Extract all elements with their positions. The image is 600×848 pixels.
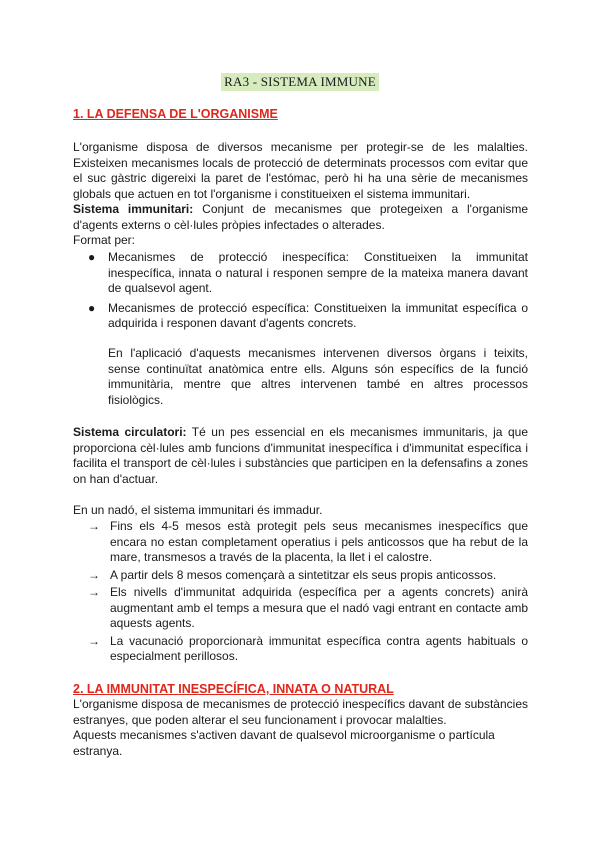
arrow-right-icon: → xyxy=(88,633,100,648)
arrow-right-icon: → xyxy=(88,585,100,599)
list-item-text: Mecanismes de protecció específica: Constitueixen la immunitat específica o adquirida i responen davant d'agents concrets. xyxy=(108,300,528,330)
arrow-right-icon: → xyxy=(88,567,100,582)
circulatory-paragraph xyxy=(73,425,528,487)
list-item-text: Fins els 4-5 mesos està protegit pels seus mecanismes inespecífics que encara no estan completament operatius i pels anticossos que ha rebut de la mare, transmesos a través de la placenta, la llet i el calostre. xyxy=(110,519,528,564)
title-wrap xyxy=(0,73,600,91)
list-item-text: A partir dels 8 mesos començarà a sintetitzar els seus propis anticossos. xyxy=(110,567,497,582)
section1-intro: L'organisme disposa de diversos mecanisme per protegir-se de les malalties. Existeixen mecanismes locals de protecció de determinats processos com evitar que el suc gàstric digereixi la paret de l'estómac, però hi ha una sèrie de mecanismes globals que actuen en tot l'organisme i constitueixen el sistema immunitari. xyxy=(73,140,528,201)
list-item xyxy=(88,634,528,665)
bullet-icon: ● xyxy=(88,300,96,315)
mechanisms-list xyxy=(88,250,528,336)
list-item xyxy=(88,519,528,566)
format-label: Format per: xyxy=(73,233,136,247)
list-item-text: La vacunació proporcionarà immunitat específica contra agents habituals o especialment perillosos. xyxy=(110,633,528,663)
arrow-right-icon: → xyxy=(88,519,100,533)
list-item-text: Mecanismes de protecció inespecífica: Constitueixen la immunitat inespecífica, innata o natural i responen sempre de la mateixa manera davant de qualsevol agent. xyxy=(108,250,528,295)
bullet-icon: ● xyxy=(88,250,96,264)
list-item xyxy=(88,250,528,297)
list-item xyxy=(88,301,528,332)
immune-text: Conjunt de mecanismes que protegeixen a l'organisme d'agents externs o cèl·lules pròpies infectades o alterades. xyxy=(73,202,528,232)
section2-text2: Aquests mecanismes s'activen davant de qualsevol microorganisme o partícula estranya. xyxy=(73,728,495,758)
list-item xyxy=(88,585,528,632)
section2-heading: 2. LA IMMUNITAT INESPECÍFICA, INNATA O NATURAL xyxy=(73,682,394,696)
section2-text1: L'organisme disposa de mecanismes de protecció inespecífics davant de substàncies estranyes, que poden alterar el seu funcionament i provocar malalties. xyxy=(73,697,528,727)
list-item xyxy=(88,568,528,584)
immune-definition xyxy=(73,202,528,233)
circulatory-label: Sistema circulatori: xyxy=(73,425,187,439)
section1-heading: 1. LA DEFENSA DE L'ORGANISME xyxy=(73,107,278,121)
organs-paragraph: En l'aplicació d'aquests mecanismes intervenen diversos òrgans i teixits, sense continuïtat anatòmica entre ells. Alguns són específics de la funció immunitària, mentre que altres intervenen també en altres processos fisiològics. xyxy=(108,346,528,407)
newborn-list xyxy=(88,519,528,667)
list-item-text: Els nivells d'immunitat adquirida (específica per a agents concrets) anirà augmentant amb el temps a mesura que el nadó vagi entrant en contacte amb aquests agents. xyxy=(110,585,528,630)
circulatory-text: Té un pes essencial en els mecanismes immunitaris, ja que proporciona cèl·lules amb funcions d'immunitat inespecífica i d'immunitat específica i facilita el transport de cèl·lules i substàncies que participen en la defensafins a zones on han d'actuar. xyxy=(73,425,528,486)
immune-label: Sistema immunitari: xyxy=(73,202,194,216)
page-title: RA3 - SISTEMA IMMUNE xyxy=(221,73,379,91)
newborn-paragraph: En un nadó, el sistema immunitari és immadur. xyxy=(73,503,323,517)
